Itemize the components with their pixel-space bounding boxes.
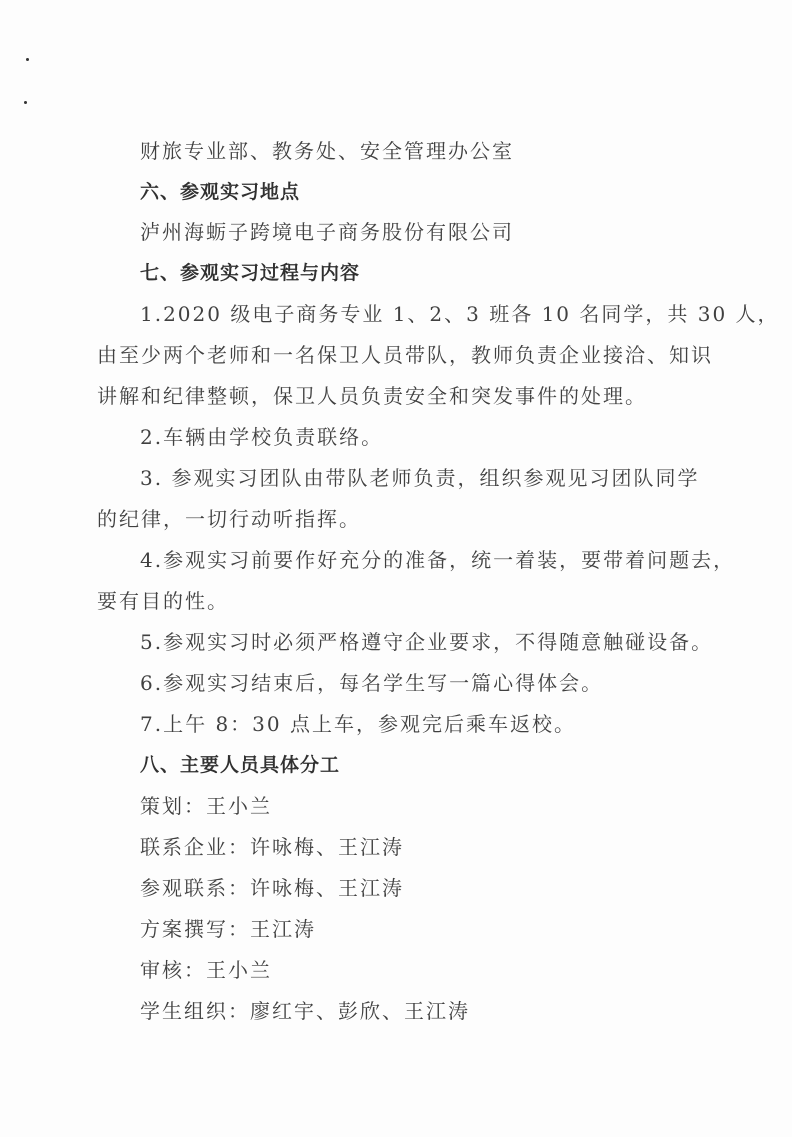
staff-role-line: 参观联系：许咏梅、王江涛 — [140, 876, 404, 900]
section-heading-process: 七、参观实习过程与内容 — [140, 262, 361, 284]
staff-role-line: 审核：王小兰 — [140, 958, 272, 982]
scan-speck — [26, 58, 29, 61]
paragraph-line: 讲解和纪律整顿，保卫人员负责安全和突发事件的处理。 — [97, 384, 647, 408]
section-heading-location: 六、参观实习地点 — [140, 181, 301, 203]
paragraph-line: 3. 参观实习团队由带队老师负责，组织参观见习团队同学 — [140, 466, 700, 490]
paragraph-line: 6.参观实习结束后，每名学生写一篇心得体会。 — [140, 671, 604, 695]
location-text: 泸州海蛎子跨境电子商务股份有限公司 — [140, 220, 514, 244]
responsible-departments: 财旅专业部、教务处、安全管理办公室 — [140, 139, 514, 163]
staff-role-line: 联系企业：许咏梅、王江涛 — [140, 835, 404, 859]
staff-role-line: 策划：王小兰 — [140, 794, 272, 818]
scan-speck — [24, 101, 27, 104]
paragraph-line: 的纪律，一切行动听指挥。 — [97, 507, 361, 531]
paragraph-line: 1.2020 级电子商务专业 1、2、3 班各 10 名同学，共 30 人， — [140, 302, 780, 326]
paragraph-line: 4.参观实习前要作好充分的准备，统一着装，要带着问题去， — [140, 548, 736, 572]
paragraph-line: 5.参观实习时必须严格遵守企业要求，不得随意触碰设备。 — [140, 630, 714, 654]
paragraph-line: 要有目的性。 — [97, 589, 229, 613]
staff-role-line: 学生组织：廖红宇、彭欣、王江涛 — [140, 999, 470, 1023]
section-heading-staff: 八、主要人员具体分工 — [140, 754, 341, 776]
paragraph-line: 2.车辆由学校负责联络。 — [140, 425, 384, 449]
paragraph-line: 7.上午 8：30 点上车，参观完后乘车返校。 — [140, 712, 576, 736]
paragraph-line: 由至少两个老师和一名保卫人员带队，教师负责企业接洽、知识 — [97, 343, 713, 367]
staff-role-line: 方案撰写：王江涛 — [140, 917, 316, 941]
